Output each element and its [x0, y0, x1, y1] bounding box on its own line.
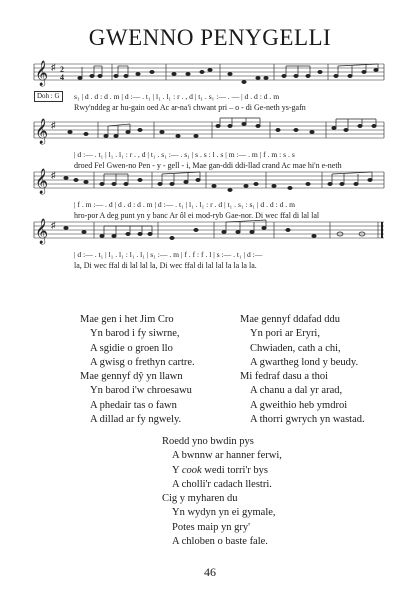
sharp-icon: ♯	[51, 170, 56, 180]
verse-right	[240, 313, 365, 427]
verse-line: Yn barod i'w chroesawu	[90, 385, 192, 397]
solfa-line-3: | f . m :— . d | d . d : d . m | d :— . t₁ | l₁ . l₁ : r . d | t₁ . s₁ : s₁ | d . d : d . m	[74, 200, 295, 209]
verse-line: Cig y myharen du	[162, 493, 238, 505]
verse-line-rest: wedi torri'r bys	[201, 464, 268, 476]
verse-line: Mae gen i het Jim Cro	[80, 314, 174, 325]
time-signature-bottom: 4	[60, 73, 64, 82]
verse-bottom	[162, 435, 282, 549]
treble-clef-icon: 𝄞	[35, 119, 49, 144]
italic-word: cook	[181, 464, 202, 476]
verse-line: Yn wydyn yn ei gymale,	[172, 507, 276, 519]
verse-line: Yn barod i fy siwrne,	[90, 328, 180, 340]
page-number: 46	[204, 565, 216, 579]
staff-3	[34, 166, 386, 198]
treble-clef-icon: 𝄞	[35, 219, 49, 244]
verse-line: A phedair tas o fawn	[90, 399, 177, 411]
treble-clef-icon: 𝄞	[35, 169, 49, 194]
staff-4	[34, 216, 386, 248]
verse-line: A bwnnw ar hanner ferwi,	[172, 450, 282, 462]
verse-line: Chwiaden, cath a chi,	[250, 342, 341, 354]
song-title: GWENNO PENYGELLI	[88, 25, 332, 50]
lyrics-line-1: Rwy'nddeg ar hu-gain oed Ac ar-na'i chwant pri – o - di Ge-neth ys-gafn	[74, 103, 306, 112]
staff-2	[34, 116, 386, 148]
verse-line-start: Y	[172, 464, 182, 476]
sharp-icon: ♯	[51, 62, 56, 72]
verse-line: A dillad ar fy ngwely.	[90, 414, 182, 426]
treble-clef-icon: 𝄞	[35, 61, 49, 86]
music-system-1	[34, 58, 386, 118]
verse-line: Mae gennyf ddafad ddu	[240, 314, 341, 325]
solfa-line-4: | d :— . t₁ | l₁ . l₁ : l₁ . l₁ | s₁ :— . m | f . f : f . l | s :— . t₁ | d :—	[74, 250, 263, 259]
verse-line: Mae gennyf dŷ yn llawn	[80, 371, 183, 383]
time-signature-top: 2	[60, 65, 64, 74]
verse-line: A sgidie o groen llo	[90, 342, 173, 354]
verse-line	[162, 464, 282, 478]
lyrics-line-3: hro-por A deg punt yn y banc Ar ôl ei mod-ryb Gae-nor. Di wec ffal di lal lal	[74, 211, 320, 220]
verse-line: A cholli'r cadach llestri.	[172, 478, 272, 490]
verse-line: A thorri gwrych yn wastad.	[250, 414, 365, 426]
verse-line: Potes maip yn gry'	[172, 521, 251, 533]
verse-line: Mi fedraf dasu a thoi	[240, 371, 329, 383]
lyrics-line-4: la, Di wec ffal di lal lal la, Di wec ffal di lal lal la la la la.	[74, 261, 257, 270]
sharp-icon: ♯	[51, 220, 56, 230]
verse-line: A chanu a dal yr arad,	[250, 385, 343, 397]
verse-line: A gweithio heb ymdroi	[250, 399, 348, 411]
staff-1	[34, 58, 386, 90]
verse-line: A gwisg o frethyn cartre.	[90, 356, 195, 368]
verse-line: A chloben o baste fale.	[172, 536, 268, 548]
music-system-4	[34, 216, 386, 276]
verse-line: Yn pori ar Eryri,	[250, 328, 320, 340]
verse-left	[80, 313, 195, 427]
solfa-line-2: | d :— . t₁ | l₁ . l₁ : r . , d | t₁ . s₁ :— . s₁ | s . s : l . s | m :— . m | f . m : s . s	[74, 150, 295, 159]
key-signature-label: Doh : G	[34, 91, 63, 102]
verse-line: Roedd yno bwdin pys	[162, 436, 254, 447]
sharp-icon: ♯	[51, 120, 56, 130]
solfa-line-1: s₁ | d . d : d . m | d :— . t₁ | l₁ . l₁ : r . , d | t₁ . s₁ :— . — | d . d : d . m	[74, 92, 280, 101]
verse-line: A gwartheg lond y beudy.	[250, 356, 359, 368]
lyrics-line-2: droed Fel Gwen-no Pen - y - gell - i, Mae gan-ddi ddi-llad crand Ac mae hi'n e-neth	[74, 161, 342, 170]
